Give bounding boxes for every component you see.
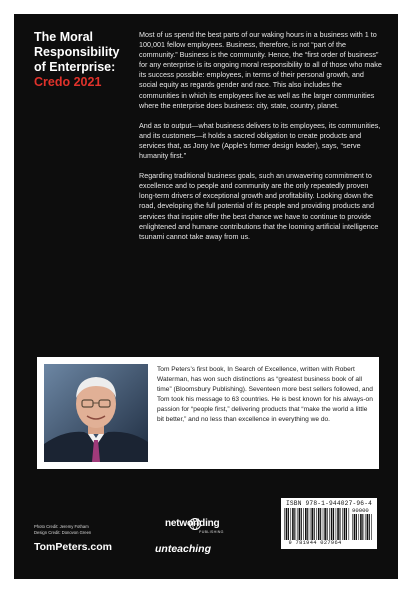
title-subtitle: Credo 2021 [34, 75, 102, 89]
website-url: TomPeters.com [34, 541, 112, 553]
design-credit: Design Credit: Donovon Green [34, 530, 92, 535]
blurb-paragraph: And as to output—what business delivers to its employees, its communities, and its customers—it holds a sacred obligation to create products and services that, as Jony Ive (Apple’s former design leader), says, “serve humanity first.” [139, 120, 381, 161]
imprint-logo: unteaching [155, 543, 212, 555]
title-line: The Moral [34, 30, 94, 44]
title-line: Responsibility [34, 45, 120, 59]
title-line: of Enterprise: [34, 60, 116, 74]
blurb-paragraph: Regarding traditional business goals, such an unwavering commitment to excellence and to people and community are the only repeatedly proven long-term drivers of exceptional growth and profitability. Looking down the road, developing the full potential of its people and providing products and services that inspire offer the best chance we have to continue to provide enlightened and humane contributions that the looming artificial intelligence tsunami cannot take away from us. [139, 171, 379, 241]
price-code: 90000 [352, 507, 369, 514]
book-title [34, 30, 134, 90]
author-bio-panel [37, 357, 379, 469]
blurb-paragraph: Most of us spend the best parts of our waking hours in a business with 1 to 100,001 fellow employees. Business, therefore, is not “part of the community.” Business is the community. Hence, the “first order of business” for any enterprise is its ongoing moral responsibility to all of those who make its success possible: employees, in terms of their personal growth, and social equity as regards gender and race. This also includes the communities in which its employees live as well as the larger communities where the enterprise does business: city, state, country, planet. [139, 30, 382, 110]
publisher-tagline: PUBLISHING [199, 530, 224, 534]
isbn-label: ISBN 978-1-944027-96-4 [285, 500, 373, 507]
author-bio: Tom Peters’s first book, In Search of Excellence, written with Robert Waterman, has won such distinctions as “greatest business book of all time” (Bloomsbury Publishing). Seventeen more best sellers followed, and Tom took his message to 63 countries. He is best known for his always-on passion for “people first,” delivering products that “make the world a little bit better,” and no less than excellence in everything we do. [157, 366, 373, 423]
author-photo [44, 364, 148, 462]
barcode-bars [284, 508, 350, 540]
photo-credit: Photo Credit: Jeremy Fotham [34, 524, 89, 529]
barcode-addon-bars [352, 514, 374, 540]
barcode-digits: 9 781944 027964 [288, 540, 342, 546]
isbn-barcode [281, 498, 377, 549]
credits [34, 524, 91, 536]
publisher-logo [155, 516, 235, 536]
back-cover [14, 14, 398, 579]
publisher-name: networlding [165, 518, 220, 529]
blurb [139, 30, 384, 242]
